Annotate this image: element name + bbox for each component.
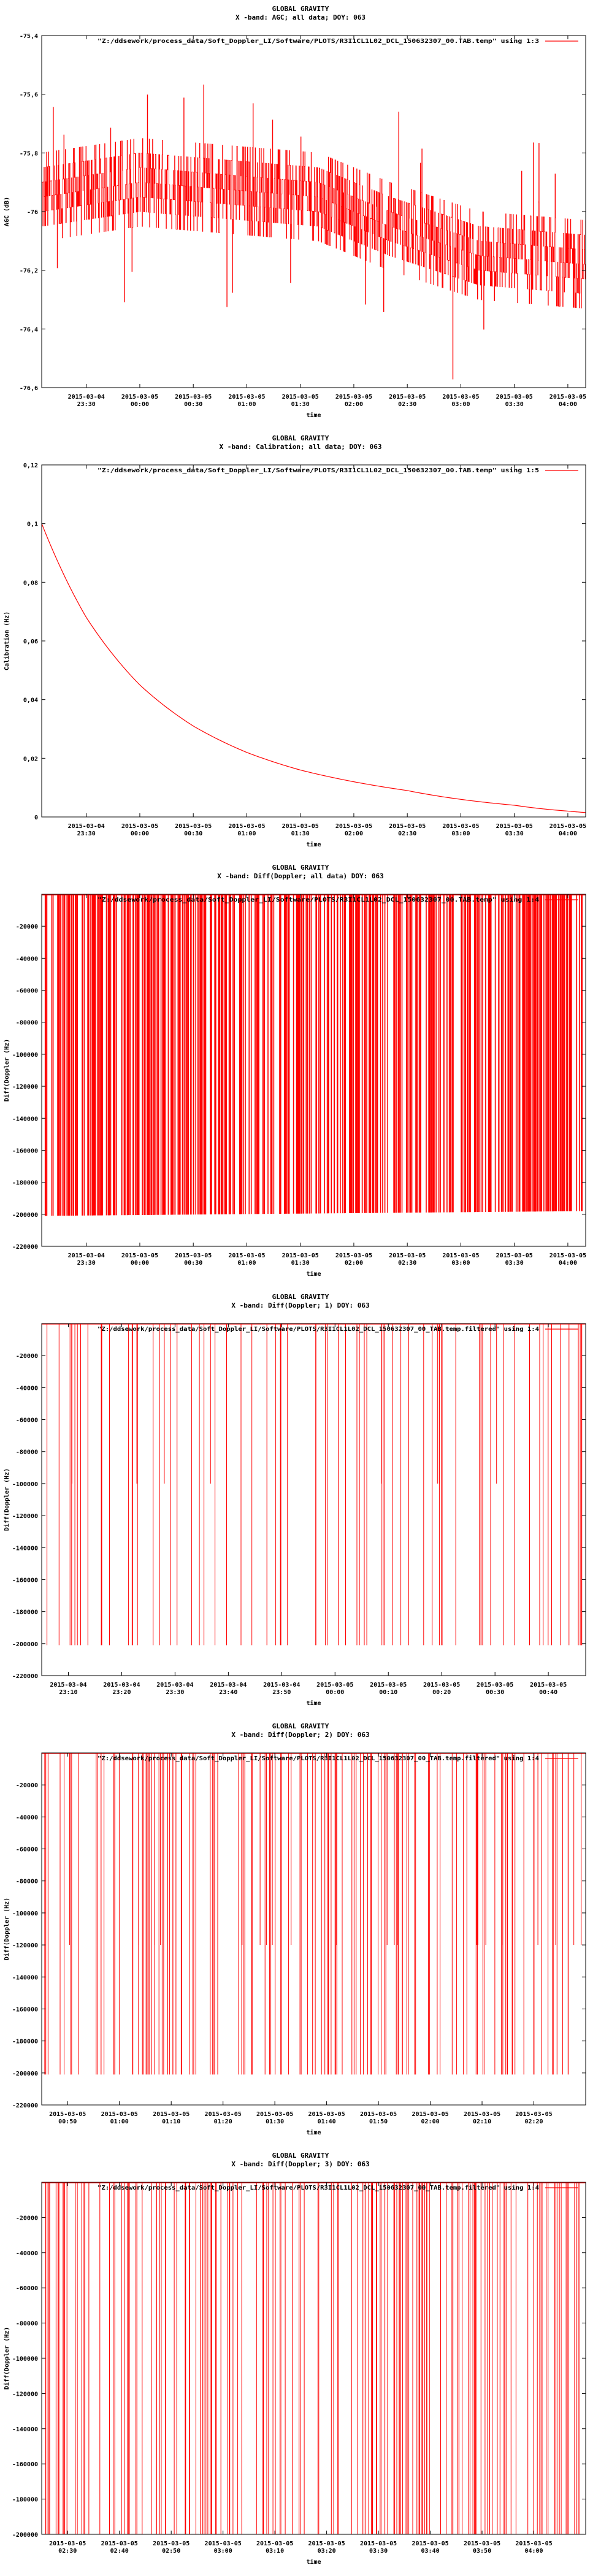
y-tick-label: 0,1 [26,521,38,528]
x-tick-time: 02:20 [524,2118,543,2125]
x-tick-time: 02:00 [344,1260,363,1267]
y-tick-label: 0,02 [23,756,38,763]
x-axis-label: time [306,1700,321,1707]
x-tick-date: 2015-03-05 [308,2540,345,2547]
x-tick-date: 2015-03-05 [442,1252,480,1259]
x-axis-label: time [306,841,321,848]
series-group [42,2182,586,2536]
chart-title: GLOBAL GRAVITY [272,1722,329,1730]
x-tick-time: 03:50 [472,2548,492,2555]
y-tick-label: -60000 [15,1846,38,1853]
x-tick-date: 2015-03-05 [281,394,319,401]
y-axis-label: Diff(Doppler (Hz) [4,1468,10,1531]
x-tick-time: 01:40 [317,2118,336,2125]
agc-series-line [42,85,586,379]
plot-frame [42,894,586,1246]
series-group [42,1324,586,1645]
x-tick-time: 01:00 [237,830,256,837]
y-tick-label: -180000 [12,1609,38,1616]
x-tick-time: 02:00 [344,401,363,408]
x-axis-label: time [306,2129,321,2136]
x-tick-date: 2015-03-04 [67,823,105,830]
y-tick-label: -75,8 [19,150,38,158]
series-group [42,894,586,1216]
y-tick-label: -140000 [12,1974,38,1982]
x-tick-date: 2015-03-05 [389,1252,426,1259]
x-tick-time: 04:00 [524,2548,543,2555]
x-tick-time: 03:00 [451,401,470,408]
x-tick-date: 2015-03-05 [153,2540,190,2547]
y-tick-label: -76,4 [19,326,38,334]
chart-panel-diff-doppler-3 [0,2147,601,2576]
y-tick-label: -120000 [12,1942,38,1950]
x-tick-date: 2015-03-05 [442,823,480,830]
x-tick-time: 23:20 [112,1689,131,1696]
calibration-chart [0,429,601,859]
x-tick-date: 2015-03-05 [442,394,480,401]
x-tick-date: 2015-03-05 [389,394,426,401]
y-tick-label: -120000 [12,1513,38,1520]
x-tick-time: 00:30 [184,830,203,837]
x-tick-date: 2015-03-05 [175,823,212,830]
diff-doppler-all-chart [0,859,601,1288]
diff-doppler-series-spikes [42,1753,586,2074]
x-tick-time: 01:20 [213,2118,232,2125]
y-axis-label: Diff(Doppler (Hz) [4,2326,10,2390]
x-tick-time: 02:00 [421,2118,440,2125]
x-tick-time: 01:30 [266,2118,285,2125]
diff-doppler-3-chart [0,2147,601,2576]
x-tick-date: 2015-03-04 [210,1682,247,1689]
legend-label: "Z:/ddsework/process_data/Soft_Doppler_LI/Software/PLOTS/R3I1CL1L02_DCL_150632307_00_TAB.temp.filtered" using 1:4 [98,2185,515,2191]
x-tick-time: 23:40 [219,1689,238,1696]
x-tick-time: 02:10 [472,2118,492,2125]
y-tick-label: -200000 [12,2070,38,2077]
y-tick-label: -20000 [15,2215,38,2222]
y-tick-label: -40000 [15,1814,38,1822]
chart-panel-diff-doppler-all [0,859,601,1288]
x-tick-time: 03:30 [369,2548,388,2555]
x-tick-time: 00:00 [130,830,150,837]
x-tick-date: 2015-03-05 [335,1252,373,1259]
x-tick-date: 2015-03-05 [496,1252,533,1259]
x-tick-time: 02:30 [398,401,417,408]
y-tick-label: -75,6 [19,91,38,99]
x-tick-date: 2015-03-05 [121,1252,159,1259]
x-tick-date: 2015-03-05 [49,2111,86,2118]
x-tick-time: 00:00 [130,1260,150,1267]
x-tick-time: 01:00 [237,1260,256,1267]
y-tick-label: -80000 [15,1878,38,1885]
y-tick-label: -140000 [12,1116,38,1123]
y-tick-label: 0,12 [23,462,38,469]
x-tick-time: 02:50 [162,2548,181,2555]
chart-subtitle: X -band: AGC; all data; DOY: 063 [235,13,366,21]
x-tick-time: 02:30 [398,1260,417,1267]
y-tick-label: -140000 [12,2426,38,2433]
x-tick-time: 23:50 [272,1689,291,1696]
x-tick-date: 2015-03-05 [496,823,533,830]
plot-frame [42,1324,586,1676]
x-tick-time: 03:00 [451,1260,470,1267]
y-tick-label: -120000 [12,2391,38,2398]
x-tick-date: 2015-03-05 [412,2540,449,2547]
x-tick-date: 2015-03-05 [463,2111,501,2118]
y-tick-label: -40000 [15,1385,38,1392]
y-tick-label: -160000 [12,1577,38,1584]
x-tick-time: 00:20 [432,1689,451,1696]
x-tick-time: 01:30 [291,401,310,408]
y-tick-label: -60000 [15,1417,38,1424]
y-tick-label: 0,08 [23,580,38,587]
x-tick-time: 03:00 [451,830,470,837]
plot-frame [42,465,586,817]
x-tick-time: 23:30 [77,1260,96,1267]
chart-subtitle: X -band: Diff(Doppler; 2) DOY: 063 [231,1731,370,1739]
y-axis-label: AGC (dB) [4,196,10,227]
x-tick-date: 2015-03-05 [549,1252,587,1259]
x-tick-date: 2015-03-05 [359,2540,397,2547]
x-tick-date: 2015-03-05 [515,2111,553,2118]
diff-doppler-series-spikes [42,1324,586,1645]
x-axis-label: time [306,412,321,419]
x-tick-time: 03:00 [213,2548,232,2555]
x-tick-time: 02:40 [110,2548,129,2555]
x-tick-time: 01:00 [110,2118,129,2125]
y-tick-label: 0 [34,815,38,821]
x-tick-time: 03:30 [505,401,524,408]
chart-panel-diff-doppler-2 [0,1717,601,2147]
diff-doppler-series-spikes [42,2182,586,2536]
x-tick-date: 2015-03-05 [49,2540,86,2547]
x-tick-date: 2015-03-04 [156,1682,194,1689]
x-tick-date: 2015-03-05 [515,2540,553,2547]
x-tick-date: 2015-03-04 [50,1682,87,1689]
x-tick-date: 2015-03-05 [121,394,159,401]
x-axis-label: time [306,2559,321,2566]
x-tick-time: 00:50 [58,2118,77,2125]
y-tick-label: -60000 [15,2285,38,2293]
x-tick-time: 00:00 [130,401,150,408]
x-tick-date: 2015-03-04 [67,1252,105,1259]
x-tick-date: 2015-03-05 [549,394,587,401]
x-tick-date: 2015-03-05 [204,2111,242,2118]
chart-title: GLOBAL GRAVITY [272,434,329,442]
x-tick-date: 2015-03-04 [103,1682,140,1689]
y-tick-label: -40000 [15,956,38,963]
x-tick-date: 2015-03-05 [359,2111,397,2118]
legend-label: "Z:/ddsework/process_data/Soft_Doppler_LI/Software/PLOTS/R3I1CL1L02_DCL_150632307_00_TAB.temp.filtered" using 1:4 [98,1755,515,1762]
x-tick-date: 2015-03-05 [256,2540,294,2547]
y-tick-label: -20000 [15,924,38,931]
y-tick-label: -140000 [12,1545,38,1552]
x-tick-date: 2015-03-05 [175,1252,212,1259]
x-tick-time: 04:00 [558,1260,577,1267]
y-tick-label: -80000 [15,1019,38,1027]
y-axis-label: Calibration (Hz) [4,611,10,671]
y-tick-label: -76 [26,209,38,216]
x-tick-date: 2015-03-05 [335,823,373,830]
x-tick-date: 2015-03-05 [101,2111,138,2118]
y-tick-label: -100000 [12,2356,38,2363]
x-tick-time: 23:30 [77,830,96,837]
x-tick-date: 2015-03-05 [412,2111,449,2118]
y-tick-label: 0,06 [23,638,38,645]
x-axis-label: time [306,1271,321,1278]
y-tick-label: 0,04 [23,697,38,704]
chart-subtitle: X -band: Diff(Doppler; 1) DOY: 063 [231,1301,370,1309]
y-axis-label: Diff(Doppler (Hz) [4,1038,10,1102]
y-tick-label: -220000 [12,1673,38,1680]
x-tick-date: 2015-03-05 [477,1682,514,1689]
diff-doppler-series-spikes [42,894,586,1216]
plot-frame [42,1753,586,2105]
legend-label: "Z:/ddsework/process_data/Soft_Doppler_LI/Software/PLOTS/R3I1CL1L02_DCL_150632307_00.TAB.temp" using 1:5 [98,467,482,474]
y-tick-label: -20000 [15,1353,38,1360]
x-tick-date: 2015-03-05 [316,1682,354,1689]
x-tick-date: 2015-03-05 [463,2540,501,2547]
x-tick-date: 2015-03-05 [530,1682,567,1689]
legend-label: "Z:/ddsework/process_data/Soft_Doppler_LI/Software/PLOTS/R3I1CL1L02_DCL_150632307_00.TAB.temp" using 1:4 [98,897,482,903]
x-tick-date: 2015-03-04 [67,394,105,401]
x-tick-time: 04:00 [558,401,577,408]
y-tick-label: -200000 [12,1211,38,1219]
legend-label: "Z:/ddsework/process_data/Soft_Doppler_LI/Software/PLOTS/R3I1CL1L02_DCL_150632307_00_TAB.temp.filtered" using 1:4 [98,1326,515,1333]
x-tick-time: 23:10 [59,1689,78,1696]
y-tick-label: -160000 [12,2006,38,2014]
y-tick-label: -100000 [12,1910,38,1917]
x-tick-date: 2015-03-05 [204,2540,242,2547]
x-tick-time: 00:30 [184,401,203,408]
x-tick-time: 00:10 [379,1689,398,1696]
series-group [42,1753,586,2074]
y-tick-label: -180000 [12,2496,38,2504]
x-tick-time: 00:00 [326,1689,345,1696]
chart-subtitle: X -band: Calibration; all data; DOY: 063 [219,443,382,451]
x-tick-time: 01:30 [291,1260,310,1267]
agc-chart [0,0,601,429]
x-tick-time: 01:30 [291,830,310,837]
x-tick-time: 00:30 [184,1260,203,1267]
y-tick-label: -180000 [12,1179,38,1187]
y-tick-label: -60000 [15,987,38,995]
x-tick-date: 2015-03-04 [263,1682,300,1689]
chart-panel-agc [0,0,601,429]
x-tick-time: 03:10 [266,2548,285,2555]
y-tick-label: -40000 [15,2250,38,2257]
series-group [42,524,586,813]
chart-subtitle: X -band: Diff(Doppler; 3) DOY: 063 [231,2160,370,2168]
x-tick-time: 04:00 [558,830,577,837]
x-tick-time: 03:30 [505,830,524,837]
x-tick-time: 00:40 [539,1689,558,1696]
y-tick-label: -80000 [15,1449,38,1456]
x-tick-date: 2015-03-05 [228,1252,266,1259]
chart-subtitle: X -band: Diff(Doppler; all data) DOY: 063 [217,872,384,880]
y-tick-label: -200000 [12,2532,38,2539]
series-group [42,85,586,379]
x-tick-time: 01:50 [369,2118,388,2125]
y-tick-label: -80000 [15,2320,38,2328]
y-tick-label: -100000 [12,1051,38,1059]
x-tick-date: 2015-03-05 [281,823,319,830]
x-tick-time: 01:00 [237,401,256,408]
diff-doppler-1-chart [0,1288,601,1717]
y-tick-label: -220000 [12,1244,38,1251]
x-tick-time: 03:30 [505,1260,524,1267]
x-tick-time: 03:20 [317,2548,336,2555]
chart-title: GLOBAL GRAVITY [272,1293,329,1301]
y-tick-label: -76,2 [19,267,38,275]
x-tick-date: 2015-03-05 [496,394,533,401]
x-tick-date: 2015-03-05 [308,2111,345,2118]
y-tick-label: -160000 [12,2461,38,2469]
y-tick-label: -180000 [12,2038,38,2045]
y-tick-label: -120000 [12,1084,38,1091]
x-tick-time: 00:30 [486,1689,505,1696]
chart-panel-diff-doppler-1 [0,1288,601,1717]
chart-panel-calibration [0,429,601,859]
x-tick-date: 2015-03-05 [549,823,587,830]
x-tick-date: 2015-03-05 [153,2111,190,2118]
diff-doppler-2-chart [0,1717,601,2147]
x-tick-time: 02:00 [344,830,363,837]
y-tick-label: -76,6 [19,385,38,392]
y-tick-label: -100000 [12,1481,38,1488]
x-tick-time: 02:30 [58,2548,77,2555]
x-tick-date: 2015-03-05 [101,2540,138,2547]
x-tick-date: 2015-03-05 [281,1252,319,1259]
chart-title: GLOBAL GRAVITY [272,864,329,872]
y-axis-label: Diff(Doppler (Hz) [4,1897,10,1961]
y-tick-label: -200000 [12,1641,38,1648]
y-tick-label: -220000 [12,2103,38,2109]
x-tick-date: 2015-03-05 [175,394,212,401]
legend-label: "Z:/ddsework/process_data/Soft_Doppler_LI/Software/PLOTS/R3I1CL1L02_DCL_150632307_00.TAB.temp" using 1:3 [98,38,482,45]
x-tick-date: 2015-03-05 [228,394,266,401]
x-tick-time: 23:30 [77,401,96,408]
calibration-series-line [42,524,586,813]
x-tick-time: 23:30 [166,1689,185,1696]
y-tick-label: -20000 [15,1782,38,1790]
x-tick-date: 2015-03-05 [335,394,373,401]
x-tick-time: 02:30 [398,830,417,837]
x-tick-date: 2015-03-05 [256,2111,294,2118]
x-tick-date: 2015-03-05 [423,1682,461,1689]
x-tick-time: 01:10 [162,2118,181,2125]
x-tick-date: 2015-03-05 [121,823,159,830]
y-tick-label: -75,4 [19,33,38,40]
y-tick-label: -160000 [12,1148,38,1155]
x-tick-date: 2015-03-05 [228,823,266,830]
chart-title: GLOBAL GRAVITY [272,5,329,13]
x-tick-date: 2015-03-05 [370,1682,407,1689]
x-tick-time: 03:40 [421,2548,440,2555]
x-tick-date: 2015-03-05 [389,823,426,830]
chart-title: GLOBAL GRAVITY [272,2152,329,2160]
